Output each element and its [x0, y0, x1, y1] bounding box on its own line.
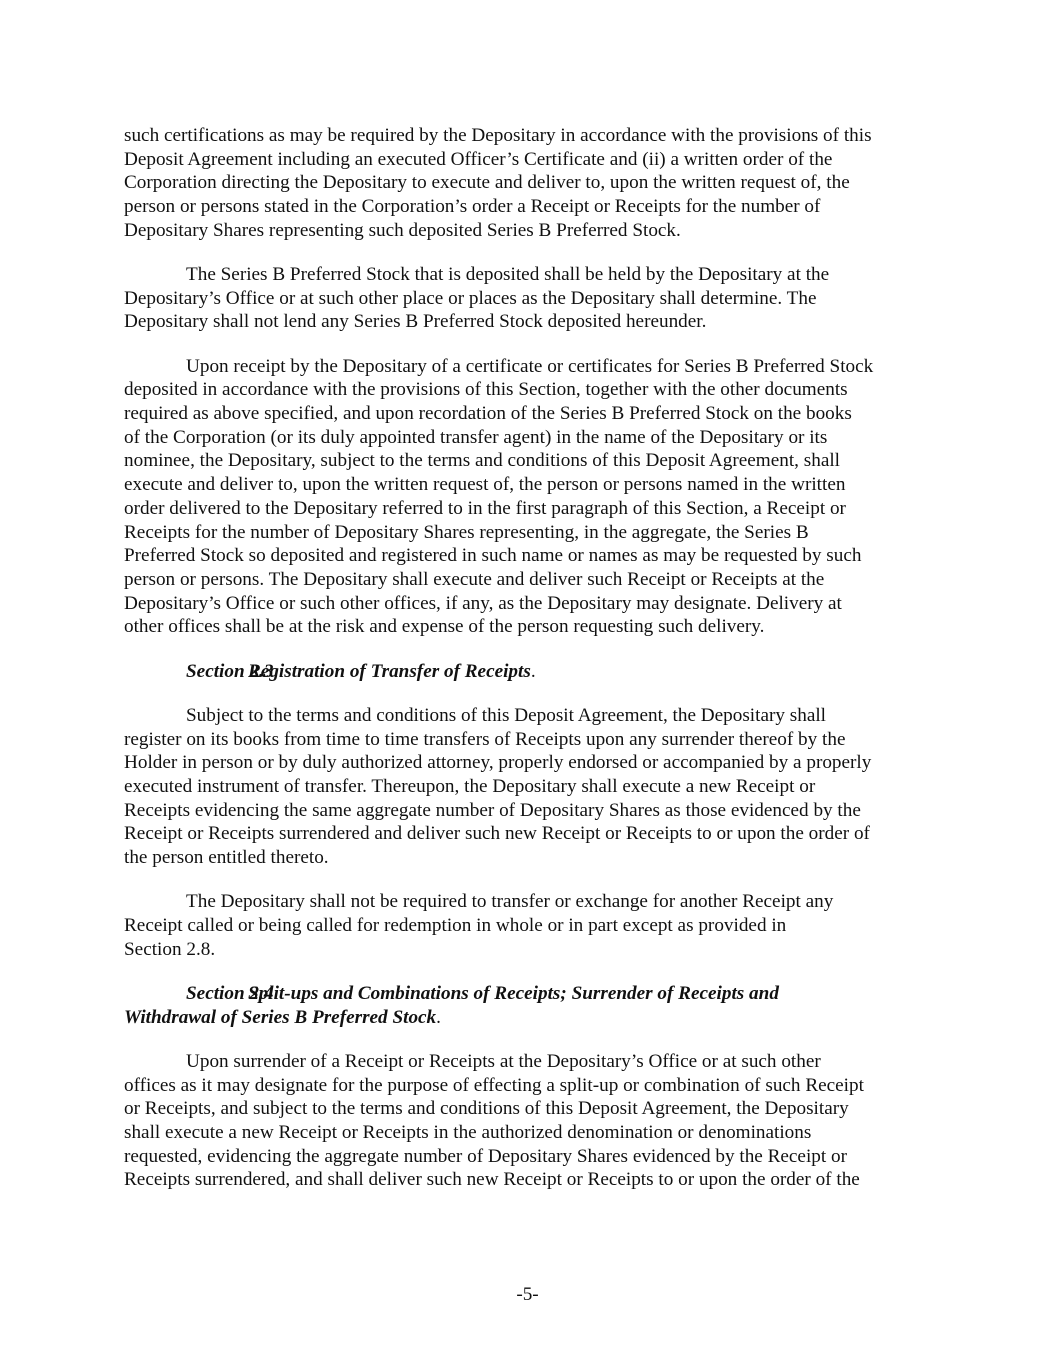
paragraph-line: Depositary’s Office or at such other place or places as the Depositary shall determine. The [124, 287, 817, 309]
paragraph-line: person or persons stated in the Corporation’s order a Receipt or Receipts for the number of [124, 196, 821, 218]
paragraph-line: or Receipts, and subject to the terms and conditions of this Deposit Agreement, the Depositary [124, 1098, 849, 1120]
paragraph-registration-transfer [124, 704, 936, 870]
paragraph-line: required as above specified, and upon recordation of the Series B Preferred Stock on the books [124, 403, 852, 425]
paragraph-line: person or persons. The Depositary shall execute and deliver such Receipt or Receipts at the [124, 568, 825, 590]
section-heading-line [124, 660, 936, 684]
section-number: Section 2.4 [186, 982, 274, 1004]
section-heading-2-3 [124, 660, 936, 684]
paragraph-line: Receipts for the number of Depositary Shares representing, in the aggregate, the Series B [124, 521, 809, 543]
paragraph-line: Upon surrender of a Receipt or Receipts at the Depositary’s Office or at such other [186, 1050, 821, 1072]
section-title-period: . [530, 660, 536, 682]
paragraph-split-ups [124, 1050, 936, 1192]
paragraph-line: Corporation directing the Depositary to execute and deliver to, upon the written request of, the [124, 172, 850, 194]
paragraph-line: Receipts evidencing the same aggregate number of Depositary Shares as those evidenced by the [124, 799, 861, 821]
section-heading-2-4 [124, 982, 936, 1029]
section-title-period: . [436, 1006, 441, 1028]
paragraph-line: Upon receipt by the Depositary of a certificate or certificates for Series B Preferred Stock [186, 355, 874, 377]
paragraph-line: execute and deliver to, upon the written request of, the person or persons named in the written [124, 474, 846, 496]
paragraph-line: Depositary shall not lend any Series B Preferred Stock deposited hereunder. [124, 311, 707, 333]
paragraph-line: the person entitled thereto. [124, 846, 329, 868]
paragraph-upon-receipt [124, 355, 936, 639]
section-heading-line [124, 1006, 936, 1030]
paragraph-line: other offices shall be at the risk and expense of the person requesting such delivery. [124, 616, 765, 638]
paragraph-line: such certifications as may be required by the Depositary in accordance with the provisions of this [124, 125, 872, 146]
paragraph-line: shall execute a new Receipt or Receipts in the authorized denomination or denominations [124, 1121, 812, 1143]
paragraph-line: Preferred Stock so deposited and registered in such name or names as may be requested by such [124, 545, 862, 567]
paragraph-line: Depositary Shares representing such deposited Series B Preferred Stock. [124, 219, 681, 241]
paragraph-stock-held [124, 263, 936, 334]
paragraph-line: Receipt called or being called for redemption in whole or in part except as provided in [124, 914, 787, 936]
paragraph-line: Receipts surrendered, and shall deliver such new Receipt or Receipts to or upon the order of the [124, 1169, 860, 1191]
page-number: -5- [516, 1284, 539, 1305]
section-title: Withdrawal of Series B Preferred Stock [124, 1006, 437, 1028]
paragraph-line: nominee, the Depositary, subject to the terms and conditions of this Deposit Agreement, shall [124, 450, 841, 472]
paragraph-line: offices as it may designate for the purpose of effecting a split-up or combination of such Receipt [124, 1074, 864, 1096]
paragraph-line: The Depositary shall not be required to transfer or exchange for another Receipt any [186, 891, 834, 913]
paragraph-line: Depositary’s Office or such other offices, if any, as the Depositary may designate. Delivery at [124, 592, 842, 614]
paragraph-line: Deposit Agreement including an executed Officer’s Certificate and (ii) a written order of the [124, 148, 833, 170]
paragraph-deposit-certifications [124, 124, 936, 242]
paragraph-line: requested, evidencing the aggregate number of Depositary Shares evidenced by the Receipt or [124, 1145, 847, 1167]
paragraph-not-required-transfer [124, 890, 936, 961]
page-content [124, 124, 936, 1213]
section-heading-line [124, 982, 936, 1006]
paragraph-line: Receipt or Receipts surrendered and deliver such new Receipt or Receipts to or upon the order of [124, 823, 870, 845]
paragraph-line: of the Corporation (or its duly appointed transfer agent) in the name of the Depositary or its [124, 426, 828, 448]
paragraph-line: order delivered to the Depositary referred to in the first paragraph of this Section, a Receipt or [124, 497, 846, 519]
section-number: Section 2.3 [186, 660, 274, 682]
paragraph-line: Holder in person or by duly authorized attorney, properly endorsed or accompanied by a properly [124, 752, 872, 774]
section-title: Registration of Transfer of Receipts [248, 660, 531, 682]
paragraph-line: Subject to the terms and conditions of this Deposit Agreement, the Depositary shall [186, 704, 826, 726]
paragraph-line: The Series B Preferred Stock that is deposited shall be held by the Depositary at the [186, 264, 830, 286]
paragraph-line: register on its books from time to time transfers of Receipts upon any surrender thereof by the [124, 728, 846, 750]
paragraph-line: Section 2.8. [124, 938, 216, 960]
section-title: Split-ups and Combinations of Receipts; Surrender of Receipts and [248, 982, 779, 1004]
paragraph-line: executed instrument of transfer. Thereupon, the Depositary shall execute a new Receipt or [124, 775, 816, 797]
paragraph-line: deposited in accordance with the provisions of this Section, together with the other documents [124, 379, 848, 401]
